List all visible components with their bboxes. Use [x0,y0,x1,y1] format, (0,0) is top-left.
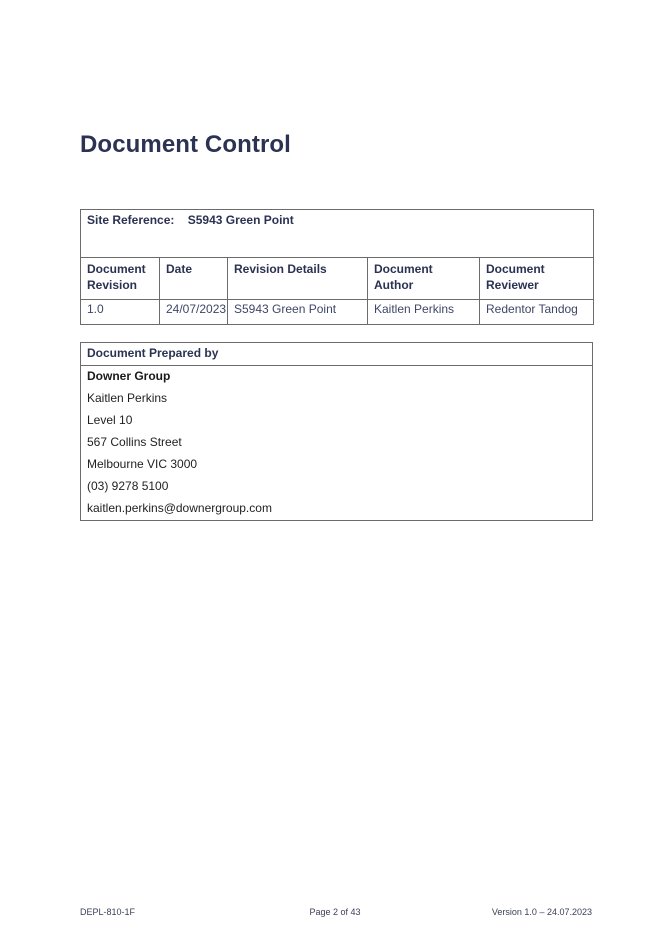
email-address: kaitlen.perkins@downergroup.com [81,498,593,521]
list-item [81,454,593,476]
document-prepared-by-table [80,342,593,521]
list-item [81,388,593,410]
contact-name: Kaitlen Perkins [81,388,593,410]
footer-document-code: DEPL-810-1F [80,907,136,917]
column-header-date: Date [160,258,228,300]
address-street: 567 Collins Street [81,432,593,454]
site-reference-label: Site Reference: [87,213,175,227]
footer-page-number: Page 2 of 43 [309,907,361,917]
author-cell: Kaitlen Perkins [368,300,480,325]
list-item [81,410,593,432]
prepared-by-heading: Document Prepared by [81,343,593,366]
reviewer-cell: Redentor Tandog [480,300,594,325]
column-header-document-reviewer: Document Reviewer [480,258,594,300]
column-header-document-author: Document Author [368,258,480,300]
list-item [81,432,593,454]
organisation-row [81,366,593,389]
date-cell: 24/07/2023 [160,300,228,325]
revision-cell: 1.0 [81,300,160,325]
page-title: Document Control [80,131,291,158]
list-item [81,476,593,498]
revision-details-cell: S5943 Green Point [228,300,368,325]
footer-version: Version 1.0 – 24.07.2023 [491,907,592,917]
document-control-table [80,209,594,325]
phone-number: (03) 9278 5100 [81,476,593,498]
revision-header-row [81,258,594,300]
site-reference-value: S5943 Green Point [187,213,294,227]
column-header-revision-details: Revision Details [228,258,368,300]
organisation-name: Downer Group [81,366,593,389]
address-city: Melbourne VIC 3000 [81,454,593,476]
address-level: Level 10 [81,410,593,432]
column-header-document-revision: Document Revision [81,258,160,300]
list-item [81,498,593,521]
site-reference-row [81,210,594,258]
prepared-by-header-row [81,343,593,366]
site-reference-cell [81,210,594,258]
table-row [81,300,594,325]
